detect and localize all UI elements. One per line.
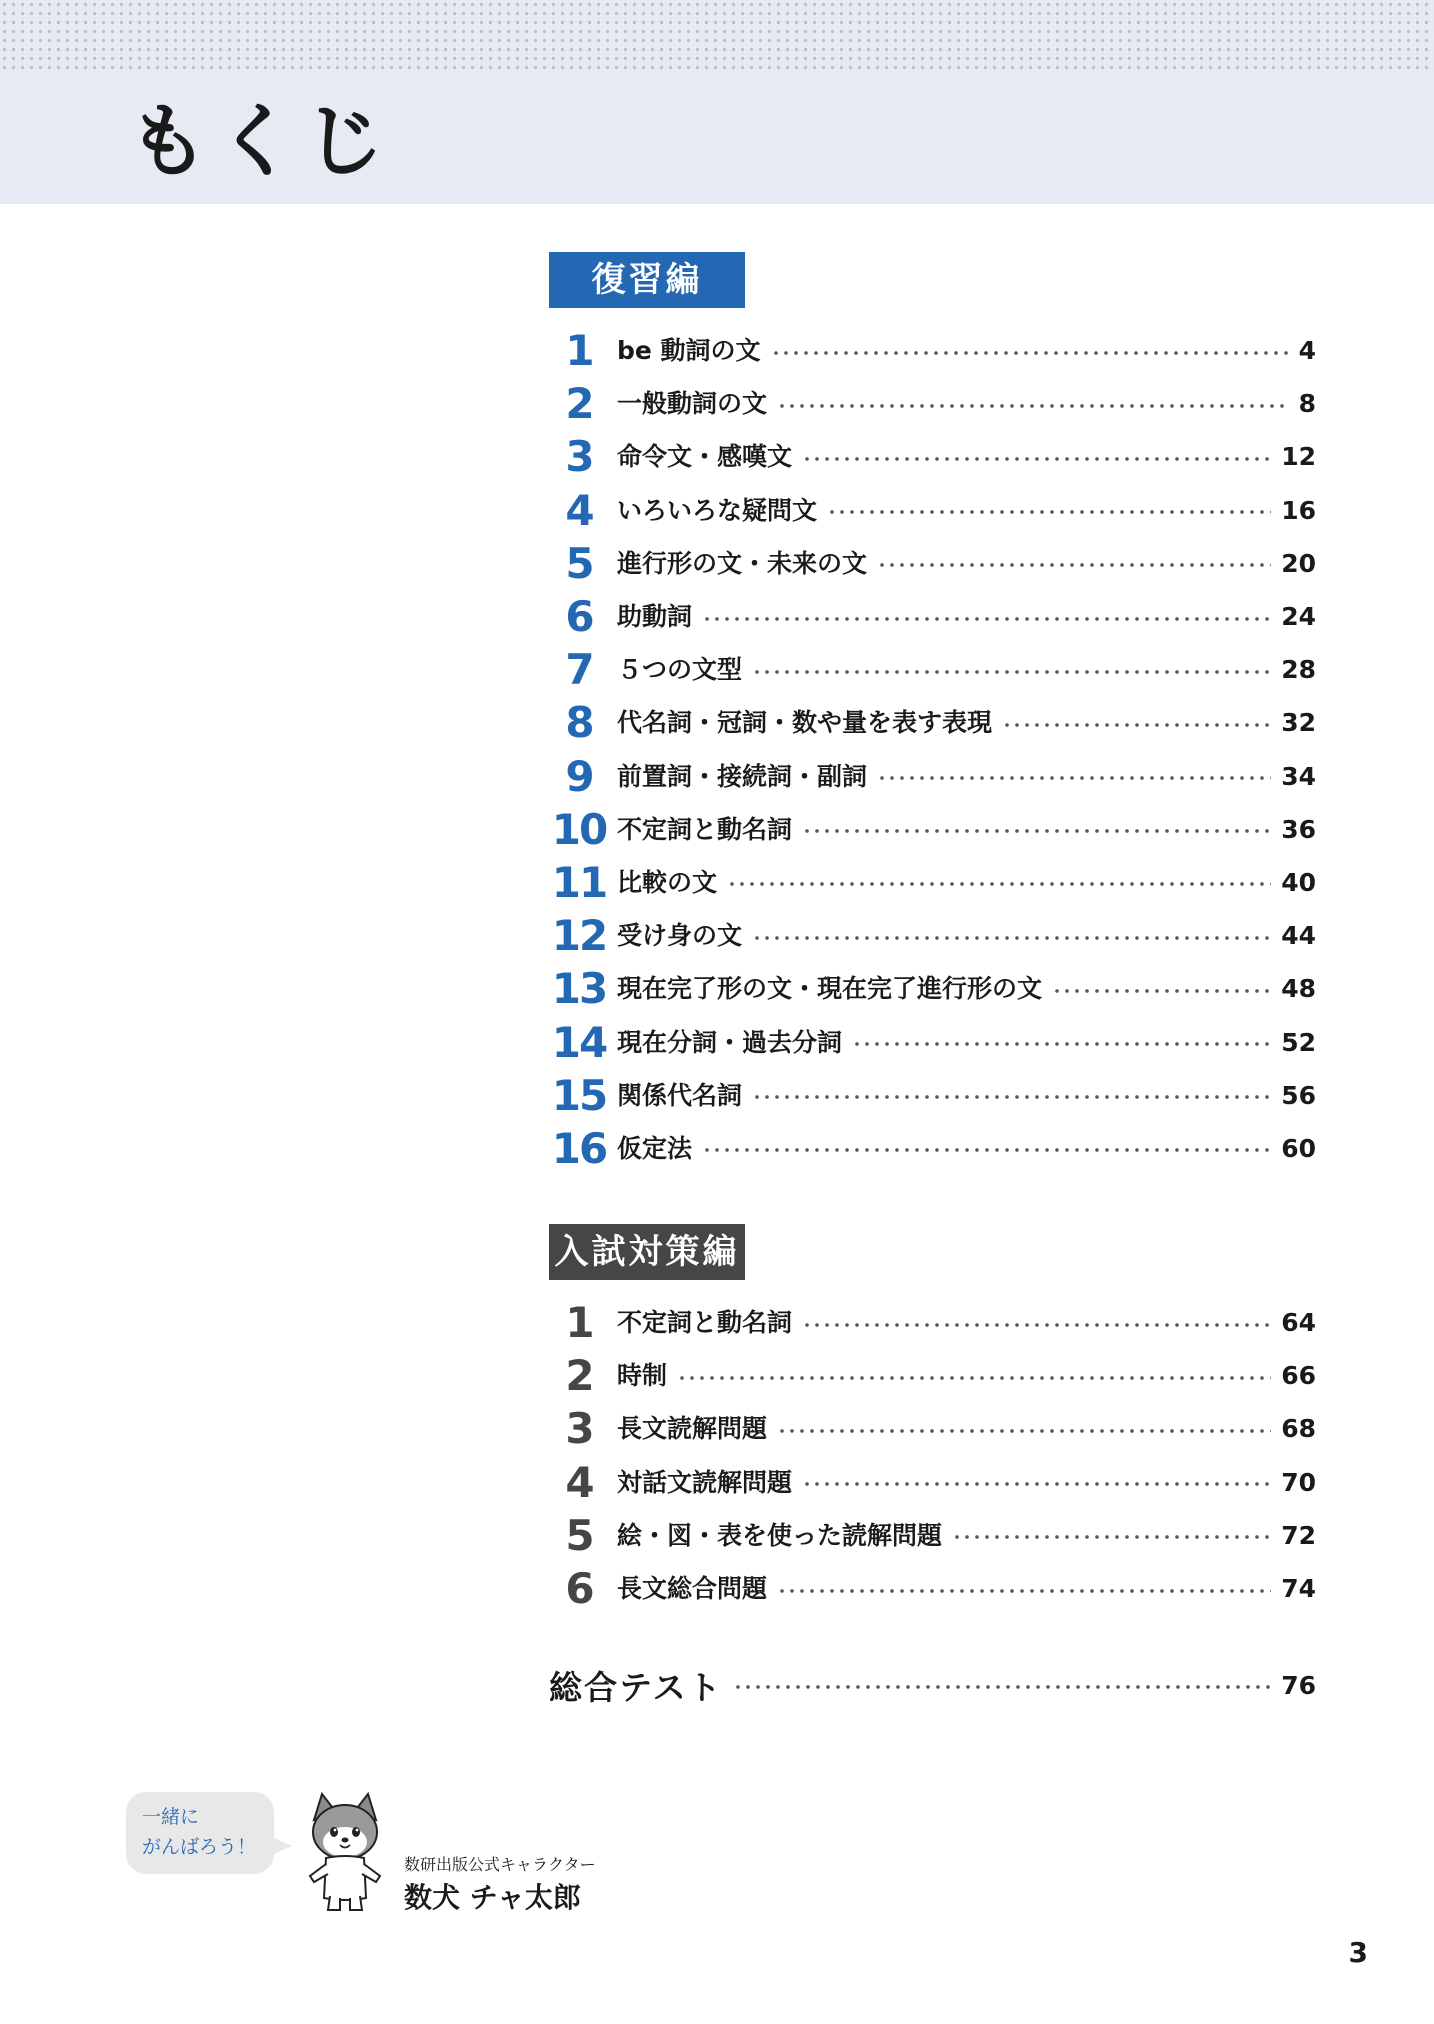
toc-item[interactable] xyxy=(549,750,1316,803)
leader-dots xyxy=(771,351,1289,355)
speech-line-2: がんばろう！ xyxy=(142,1836,257,1858)
leader-dots xyxy=(952,1535,1271,1539)
chapter-number: 11 xyxy=(551,857,607,907)
chapter-number: 4 xyxy=(565,1457,593,1507)
page-ref: 20 xyxy=(1281,548,1316,578)
page-ref: 24 xyxy=(1281,602,1316,632)
leader-dots xyxy=(852,1042,1271,1046)
chapter-number: 6 xyxy=(565,592,593,642)
toc-item[interactable] xyxy=(549,1015,1316,1068)
chapter-number: 7 xyxy=(565,645,593,695)
leader-dots xyxy=(727,882,1271,886)
page-ref: 48 xyxy=(1281,974,1316,1004)
toc-item[interactable] xyxy=(549,324,1316,377)
chapter-title: 不定詞と動名詞 xyxy=(617,814,793,844)
chapter-title: いろいろな疑問文 xyxy=(617,495,818,525)
chapter-number: 9 xyxy=(565,751,593,801)
page-ref: 28 xyxy=(1281,655,1316,685)
page-ref: 8 xyxy=(1298,389,1316,419)
page-ref: 60 xyxy=(1281,1133,1316,1163)
chapter-title: 関係代名詞 xyxy=(617,1080,743,1110)
leader-dots xyxy=(733,1685,1272,1689)
page-ref: 16 xyxy=(1281,495,1316,525)
chapter-number: 16 xyxy=(551,1123,607,1173)
chapter-title: 長文読解問題 xyxy=(617,1414,768,1444)
chapter-title: 比較の文 xyxy=(617,867,718,897)
chapter-number: 6 xyxy=(565,1564,593,1614)
toc-item[interactable] xyxy=(549,803,1316,856)
chapter-number: 5 xyxy=(565,1510,593,1560)
chapter-title: 対話文読解問題 xyxy=(617,1467,793,1497)
leader-dots xyxy=(1002,723,1271,727)
chapter-number: 2 xyxy=(565,379,593,429)
leader-dots xyxy=(752,936,1271,940)
page-ref: 4 xyxy=(1298,336,1316,366)
chapter-number: 4 xyxy=(565,485,593,535)
toc-item[interactable] xyxy=(549,1402,1316,1455)
leader-dots xyxy=(702,617,1271,621)
chapter-title: 絵・図・表を使った読解問題 xyxy=(617,1520,943,1550)
chapter-number: 12 xyxy=(551,911,607,961)
toc-item[interactable] xyxy=(549,377,1316,430)
page-ref: 36 xyxy=(1281,814,1316,844)
chapter-number: 5 xyxy=(565,538,593,588)
chapter-title: ５つの文型 xyxy=(617,655,743,685)
section-header-exam: 入試対策編 xyxy=(549,1224,745,1280)
page-ref: 74 xyxy=(1281,1574,1316,1604)
chapter-number: 10 xyxy=(551,804,607,854)
page-ref: 66 xyxy=(1281,1361,1316,1391)
chapter-title: 代名詞・冠詞・数や量を表す表現 xyxy=(617,708,993,738)
toc-item[interactable] xyxy=(549,1349,1316,1402)
page-ref: 40 xyxy=(1281,867,1316,897)
leader-dots xyxy=(777,1429,1271,1433)
chapter-number: 13 xyxy=(551,964,607,1014)
toc-item[interactable] xyxy=(549,909,1316,962)
leader-dots xyxy=(752,1095,1271,1099)
leader-dots xyxy=(802,1323,1271,1327)
leader-dots xyxy=(752,670,1271,674)
speech-bubble-tail xyxy=(270,1836,292,1856)
page-ref: 56 xyxy=(1281,1080,1316,1110)
page-ref: 52 xyxy=(1281,1027,1316,1057)
chapter-number: 8 xyxy=(565,698,593,748)
leader-dots xyxy=(802,1482,1271,1486)
chapter-title: be 動詞の文 xyxy=(617,336,761,366)
chapter-title: 現在分詞・過去分詞 xyxy=(617,1027,843,1057)
toc-list-exam xyxy=(549,1296,1316,1615)
chapter-number: 14 xyxy=(551,1017,607,1067)
toc-item[interactable] xyxy=(549,856,1316,909)
leader-dots xyxy=(877,563,1271,567)
chapter-title: 長文総合問題 xyxy=(617,1574,768,1604)
toc-item[interactable] xyxy=(549,1562,1316,1615)
toc-item[interactable] xyxy=(549,1122,1316,1175)
leader-dots xyxy=(802,457,1271,461)
toc-item[interactable] xyxy=(549,537,1316,590)
leader-dots xyxy=(702,1148,1271,1152)
page-ref: 44 xyxy=(1281,921,1316,951)
chapter-number: 1 xyxy=(565,1298,593,1348)
chapter-title: 時制 xyxy=(617,1361,668,1391)
toc-item[interactable] xyxy=(549,1509,1316,1562)
chapter-number: 15 xyxy=(551,1070,607,1120)
chapter-title: 前置詞・接続詞・副詞 xyxy=(617,761,868,791)
page-ref: 34 xyxy=(1281,761,1316,791)
chapter-title: 不定詞と動名詞 xyxy=(617,1308,793,1338)
chapter-title: 助動詞 xyxy=(617,602,693,632)
section-header-review: 復習編 xyxy=(549,252,745,308)
page-ref: 64 xyxy=(1281,1308,1316,1338)
toc-item[interactable] xyxy=(549,1069,1316,1122)
page-ref: 12 xyxy=(1281,442,1316,472)
chapter-number: 2 xyxy=(565,1351,593,1401)
page-title: もくじ xyxy=(128,95,392,188)
page-ref: 70 xyxy=(1281,1467,1316,1497)
toc-item[interactable] xyxy=(549,643,1316,696)
toc-item-general-test[interactable] xyxy=(549,1660,1316,1710)
header-dot-pattern xyxy=(0,0,1434,72)
speech-bubble xyxy=(126,1792,274,1874)
general-test-title: 総合テスト xyxy=(549,1667,723,1707)
page-ref: 68 xyxy=(1281,1414,1316,1444)
character-caption: 数研出版公式キャラクター xyxy=(404,1855,596,1874)
chapter-title: 仮定法 xyxy=(617,1133,693,1163)
leader-dots xyxy=(1052,989,1271,993)
toc-item[interactable] xyxy=(549,962,1316,1015)
chapter-number: 1 xyxy=(565,326,593,376)
chapter-title: 一般動詞の文 xyxy=(617,389,768,419)
toc-item[interactable] xyxy=(549,1456,1316,1509)
general-test-page: 76 xyxy=(1281,1670,1316,1700)
speech-line-1: 一緒に xyxy=(142,1806,200,1828)
chapter-title: 現在完了形の文・現在完了進行形の文 xyxy=(617,974,1043,1004)
leader-dots xyxy=(777,1589,1271,1593)
toc-item[interactable] xyxy=(549,696,1316,749)
page-ref: 32 xyxy=(1281,708,1316,738)
chapter-number: 3 xyxy=(565,1404,593,1454)
chapter-title: 受け身の文 xyxy=(617,921,743,951)
page-ref: 72 xyxy=(1281,1520,1316,1550)
page-number: 3 xyxy=(1348,1936,1368,1969)
toc-item[interactable] xyxy=(549,1296,1316,1349)
chapter-number: 3 xyxy=(565,432,593,482)
shiba-dog-mascot-icon xyxy=(300,1790,390,1915)
toc-item[interactable] xyxy=(549,590,1316,643)
leader-dots xyxy=(677,1376,1271,1380)
chapter-title: 命令文・感嘆文 xyxy=(617,442,793,472)
toc-item[interactable] xyxy=(549,484,1316,537)
character-name: 数犬 チャ太郎 xyxy=(404,1881,581,1914)
leader-dots xyxy=(877,776,1271,780)
leader-dots xyxy=(802,829,1271,833)
leader-dots xyxy=(827,510,1271,514)
toc-list-review xyxy=(549,324,1316,1175)
chapter-title: 進行形の文・未来の文 xyxy=(617,548,868,578)
toc-item[interactable] xyxy=(549,430,1316,483)
leader-dots xyxy=(777,404,1289,408)
